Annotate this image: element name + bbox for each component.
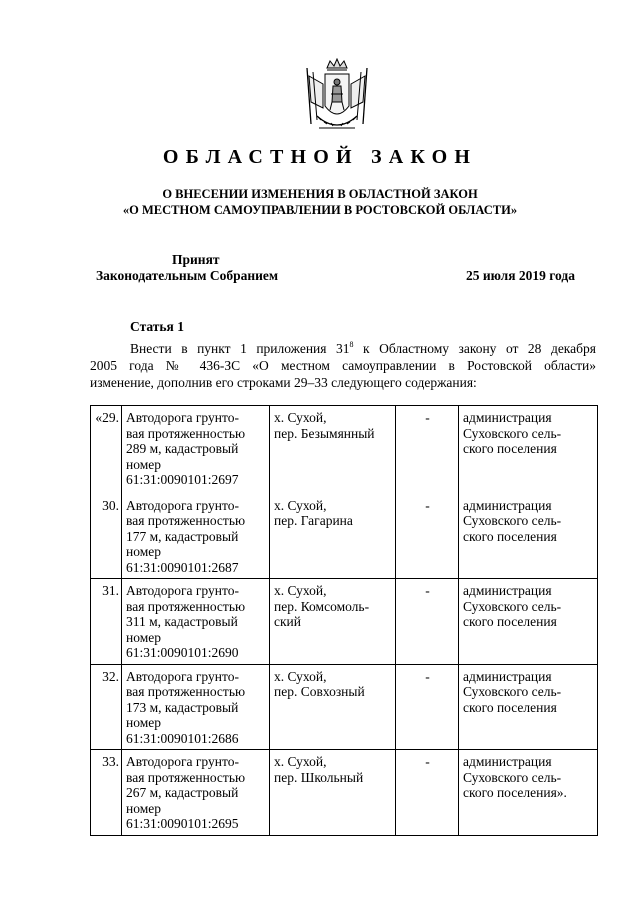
row-number: «29. bbox=[91, 406, 122, 498]
road-address bbox=[270, 664, 396, 750]
table-row bbox=[91, 498, 598, 579]
road-address bbox=[270, 750, 396, 836]
article-heading: Статья 1 bbox=[130, 319, 184, 334]
owner-organization bbox=[459, 406, 598, 498]
road-address-line: пер. Комсомоль- bbox=[274, 598, 370, 614]
owner-organization-line: ского поселения bbox=[463, 441, 557, 456]
roads-table bbox=[90, 405, 598, 836]
road-description-line: вая протяженностью bbox=[126, 598, 246, 614]
road-description-line: номер bbox=[126, 800, 162, 816]
owner-organization-line: администрация bbox=[463, 668, 552, 684]
table-row bbox=[91, 750, 598, 836]
empty-value: - bbox=[396, 664, 459, 750]
document-subtitle bbox=[0, 186, 640, 218]
article-paragraph bbox=[90, 340, 596, 391]
document-title: ОБЛАСТНОЙ ЗАКОН bbox=[162, 146, 478, 168]
road-address-line: пер. Безымянный bbox=[274, 425, 375, 441]
owner-organization bbox=[459, 498, 598, 579]
owner-organization-line: Суховского сель- bbox=[463, 598, 562, 614]
subtitle-line-1: О ВНЕСЕНИИ ИЗМЕНЕНИЯ В ОБЛАСТНОЙ ЗАКОН bbox=[162, 187, 478, 201]
table-row bbox=[91, 664, 598, 750]
road-description bbox=[122, 498, 270, 579]
road-address bbox=[270, 406, 396, 498]
road-description-line: Автодорога грунто- bbox=[126, 668, 239, 684]
owner-organization-line: Суховского сель- bbox=[463, 684, 562, 699]
paragraph-line-1: Внести в пункт 1 приложения $31^8$ к Областному закону от 28 декабря bbox=[130, 340, 596, 356]
road-description-line: вая протяженностью bbox=[126, 684, 246, 699]
road-description-line: 61:31:0090101:2686 bbox=[126, 730, 239, 746]
road-description-line: номер bbox=[126, 715, 162, 730]
owner-organization-line: Суховского сель- bbox=[463, 513, 562, 528]
empty-value: - bbox=[396, 750, 459, 836]
road-description-line: 267 м, кадастровый bbox=[126, 785, 239, 800]
road-description-line: 177 м, кадастровый bbox=[126, 528, 239, 544]
road-address-line: х. Сухой, bbox=[274, 668, 327, 684]
owner-organization bbox=[459, 750, 598, 836]
road-description-line: 61:31:0090101:2687 bbox=[126, 559, 239, 575]
paragraph-line-2: 2005 года № 436-ЗС «О местном самоуправлении в Ростовской области» bbox=[90, 358, 596, 373]
table-row bbox=[91, 406, 598, 498]
road-description-line: 289 м, кадастровый bbox=[126, 441, 239, 456]
owner-organization-line: администрация bbox=[463, 583, 552, 598]
road-description bbox=[122, 579, 270, 665]
owner-organization-line: ского поселения bbox=[463, 614, 557, 629]
owner-organization-line: администрация bbox=[463, 754, 552, 769]
owner-organization-line: Суховского сель- bbox=[463, 769, 562, 785]
owner-organization-line: ского поселения bbox=[463, 528, 557, 544]
road-address-line: х. Сухой, bbox=[274, 410, 327, 425]
road-address-line: х. Сухой, bbox=[274, 754, 327, 769]
road-description-line: номер bbox=[126, 629, 162, 645]
road-address-line: х. Сухой, bbox=[274, 497, 327, 513]
owner-organization-line: Суховского сель- bbox=[463, 425, 562, 441]
empty-value: - bbox=[396, 498, 459, 579]
road-description-line: 61:31:0090101:2690 bbox=[126, 645, 239, 660]
road-address-line: пер. Гагарина bbox=[274, 513, 353, 528]
road-description-line: вая протяженностью bbox=[126, 769, 246, 785]
owner-organization-line: администрация bbox=[463, 497, 552, 513]
paragraph-line-3: изменение, дополнив его строками 29–33 следующего содержания: bbox=[90, 375, 477, 390]
row-number: 32. bbox=[91, 664, 122, 750]
road-description bbox=[122, 406, 270, 498]
road-description bbox=[122, 664, 270, 750]
table-row bbox=[91, 579, 598, 665]
road-description-line: 173 м, кадастровый bbox=[126, 699, 239, 715]
road-description-line: 61:31:0090101:2695 bbox=[126, 816, 239, 831]
owner-organization bbox=[459, 664, 598, 750]
row-number: 33. bbox=[91, 750, 122, 836]
road-address bbox=[270, 579, 396, 665]
road-description-line: 61:31:0090101:2697 bbox=[126, 472, 239, 487]
adopted-by-label: Законодательным Собранием bbox=[96, 268, 279, 283]
road-description-line: номер bbox=[126, 544, 162, 559]
road-address-line: ский bbox=[274, 614, 301, 629]
road-description bbox=[122, 750, 270, 836]
owner-organization-line: администрация bbox=[463, 410, 552, 425]
road-address bbox=[270, 498, 396, 579]
road-description-line: вая протяженностью bbox=[126, 425, 246, 441]
road-description-line: номер bbox=[126, 456, 162, 472]
row-number: 31. bbox=[91, 579, 122, 665]
road-description-line: Автодорога грунто- bbox=[126, 583, 239, 598]
owner-organization bbox=[459, 579, 598, 665]
adoption-date: 25 июля 2019 года bbox=[466, 268, 575, 283]
subtitle-line-2: «О МЕСТНОМ САМОУПРАВЛЕНИИ В РОСТОВСКОЙ ОБЛАСТИ» bbox=[122, 203, 518, 217]
road-description-line: вая протяженностью bbox=[126, 513, 246, 528]
owner-organization-line: ского поселения bbox=[463, 699, 557, 715]
road-address-line: пер. Совхозный bbox=[274, 684, 365, 699]
road-address-line: пер. Школьный bbox=[274, 769, 364, 785]
empty-value: - bbox=[396, 406, 459, 498]
road-description-line: Автодорога грунто- bbox=[126, 754, 239, 769]
road-address-line: х. Сухой, bbox=[274, 583, 327, 598]
row-number: 30. bbox=[91, 498, 122, 579]
adopted-label: Принят bbox=[172, 252, 220, 267]
road-description-line: Автодорога грунто- bbox=[126, 497, 239, 513]
road-description-line: Автодорога грунто- bbox=[126, 410, 239, 425]
road-description-line: 311 м, кадастровый bbox=[126, 614, 238, 629]
coat-of-arms-icon bbox=[303, 58, 371, 136]
owner-organization-line: ского поселения». bbox=[463, 785, 567, 800]
empty-value: - bbox=[396, 579, 459, 665]
